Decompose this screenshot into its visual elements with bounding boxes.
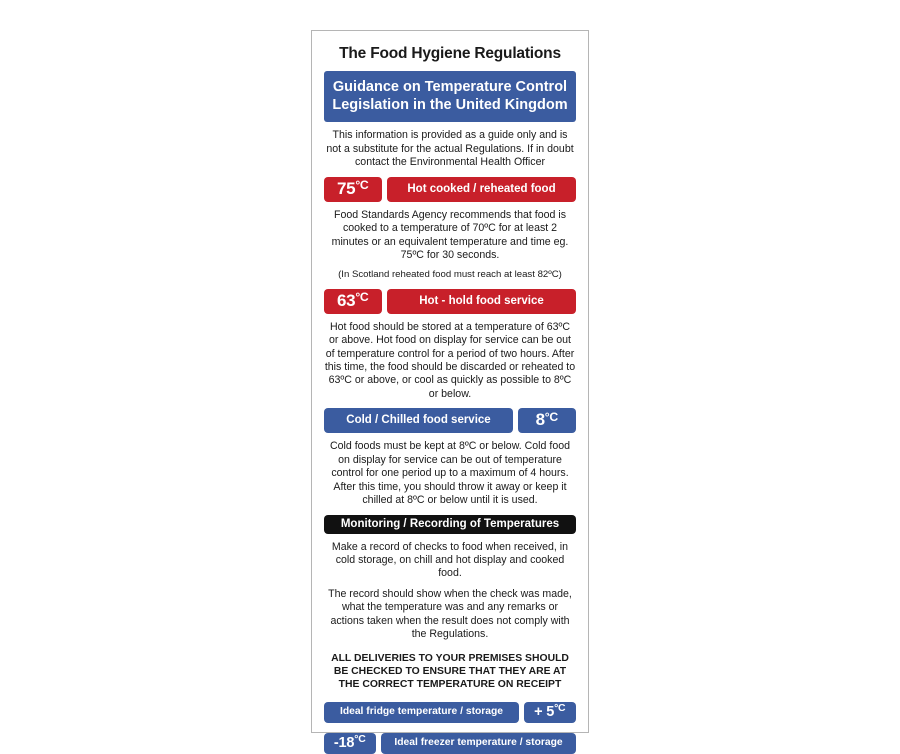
temperature-value: -18 xyxy=(333,734,355,751)
degree-unit: °C xyxy=(354,734,366,746)
section-body-hot-cooked: Food Standards Agency recommends that food is cooked to a temperature of 70ºC for at least 2 minutes or an equivalent temperature and time eg. 75ºC for 30 seconds. xyxy=(331,208,569,261)
section-label-cold-chilled: Cold / Chilled food service xyxy=(324,408,513,433)
monitoring-body-1: Make a record of checks to food when received, in cold storage, on chill and hot display and cooked food. xyxy=(331,540,569,580)
freezer-row xyxy=(324,733,576,754)
intro-text: This information is provided as a guide only and is not a substitute for the actual Regulations. If in doubt contact the Environmental Health Officer xyxy=(326,129,574,169)
degree-unit: °C xyxy=(544,409,558,424)
temperature-value: 63 xyxy=(337,290,356,310)
page-title: The Food Hygiene Regulations xyxy=(339,45,561,62)
temperature-badge-63 xyxy=(324,289,382,314)
section-hot-cooked-header xyxy=(324,177,576,202)
freezer-label: Ideal freezer temperature / storage xyxy=(381,733,576,754)
fridge-temperature-badge xyxy=(524,702,576,723)
temperature-value: + 5 xyxy=(534,703,555,720)
deliveries-notice: ALL DELIVERIES TO YOUR PREMISES SHOULD BE CHECKED TO ENSURE THAT THEY ARE AT THE CORRECT TEMPERATURE ON RECEIPT xyxy=(331,652,569,690)
section-note-scotland: (In Scotland reheated food must reach at least 82ºC) xyxy=(338,269,562,281)
temperature-value: 8 xyxy=(535,410,545,430)
temperature-badge-8 xyxy=(518,408,576,433)
section-label-hot-hold: Hot - hold food service xyxy=(387,289,576,314)
fridge-row xyxy=(324,702,576,723)
section-body-cold-chilled: Cold foods must be kept at 8ºC or below. Cold food on display for service can be out of temperature control for one period up to a maximum of 4 hours. After this time, you should throw it away or keep it chilled at 8ºC or below until it is used. xyxy=(329,440,570,507)
temperature-value: 75 xyxy=(337,178,356,198)
section-label-hot-cooked: Hot cooked / reheated food xyxy=(387,177,576,202)
degree-unit: °C xyxy=(554,703,566,715)
monitoring-body-2: The record should show when the check was made, what the temperature was and any remarks or actions taken when the result does not comply with the Regulations. xyxy=(328,587,572,641)
fridge-label: Ideal fridge temperature / storage xyxy=(324,702,519,723)
section-cold-chilled-header xyxy=(324,408,576,433)
section-label-monitoring: Monitoring / Recording of Temperatures xyxy=(324,515,576,534)
poster-card xyxy=(311,30,589,751)
degree-unit: °C xyxy=(355,178,369,193)
degree-unit: °C xyxy=(355,290,369,305)
temperature-badge-75 xyxy=(324,177,382,202)
guidance-banner: Guidance on Temperature Control Legislation in the United Kingdom xyxy=(324,71,576,122)
section-body-hot-hold: Hot food should be stored at a temperature of 63ºC or above. Hot food on display for service can be out of temperature control for a period of two hours. After this time, the food should be discarded or reheated to 63ºC or above, or cool as quickly as possible to 8ºC or below. xyxy=(324,320,576,400)
freezer-temperature-badge xyxy=(324,733,376,754)
monitoring-header xyxy=(324,515,576,534)
section-hot-hold-header xyxy=(324,289,576,314)
